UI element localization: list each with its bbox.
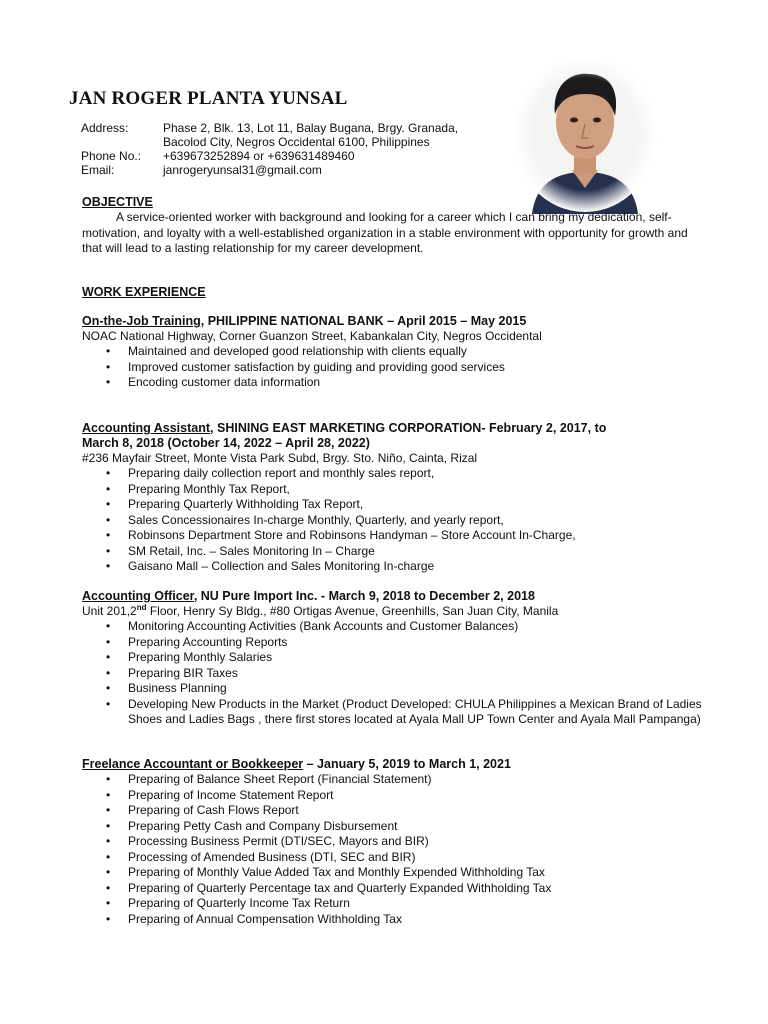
list-item: • Processing of Amended Business (DTI, SEC and BIR): [106, 849, 416, 864]
list-item: • Monitoring Accounting Activities (Bank Accounts and Customer Balances): [106, 619, 519, 633]
list-item: • Improved customer satisfaction by guiding and providing good services: [106, 359, 505, 374]
list-item: • Preparing Quarterly Withholding Tax Report,: [106, 497, 364, 511]
bullet-icon: •: [106, 359, 111, 374]
job-duties: [82, 344, 712, 391]
list-item: • Developing New Products in the Market (Product Developed: CHULA Philippines a Mexican Brand of Ladies Shoes and Ladies Bags , there first stores located at Ayala Mall UP Town Center and Ayala Mall Pampanga): [106, 696, 702, 726]
job-title: On-the-Job Training: [82, 314, 201, 328]
bullet-icon: •: [106, 865, 111, 879]
bullet-icon: •: [106, 665, 111, 680]
list-item: • Preparing Petty Cash and Company Disbursement: [106, 818, 398, 833]
job-employer-dates: – January 5, 2019 to March 1, 2021: [303, 757, 511, 771]
bullet-icon: •: [106, 619, 111, 633]
bullet-icon: •: [106, 634, 111, 649]
bullet-icon: •: [106, 466, 111, 480]
phone-value: +639673252894 or +639631489460: [163, 149, 355, 163]
bullet-icon: •: [106, 481, 111, 496]
list-item: • Preparing of Quarterly Income Tax Return: [106, 896, 350, 910]
bullet-icon: •: [106, 787, 111, 802]
list-item: • Preparing of Quarterly Percentage tax and Quarterly Expanded Withholding Tax: [106, 880, 552, 895]
job-employer-dates: , NU Pure Import Inc. - March 9, 2018 to December 2, 2018: [193, 589, 535, 603]
list-item: • Preparing of Income Statement Report: [106, 787, 334, 802]
job-entry: [82, 314, 712, 391]
contact-info: [81, 121, 493, 177]
phone-label: Phone No.:: [81, 149, 142, 163]
list-item: • Gaisano Mall – Collection and Sales Monitoring In-charge: [106, 559, 435, 573]
list-item: • Encoding customer data information: [106, 375, 321, 389]
job-title: Accounting Assistant: [82, 421, 211, 435]
job-heading: [82, 757, 712, 772]
list-item: • Preparing BIR Taxes: [106, 665, 238, 680]
list-item: • Preparing of Cash Flows Report: [106, 803, 299, 817]
applicant-name: JAN ROGER PLANTA YUNSAL: [69, 88, 348, 109]
bullet-icon: •: [106, 681, 111, 695]
list-item: • Sales Concessionaires In-charge Monthly, Quarterly, and yearly report,: [106, 512, 504, 527]
job-title: Accounting Officer: [82, 589, 194, 603]
work-experience-heading: WORK EXPERIENCE: [82, 285, 206, 299]
bullet-icon: •: [106, 650, 111, 664]
address-label: Address:: [81, 121, 129, 135]
job-employer-dates: , SHINING EAST MARKETING CORPORATION- February 2, 2017, to March 8, 2018 (October 14, 2022 – April 28, 2022): [82, 421, 607, 450]
objective-heading: OBJECTIVE: [82, 195, 153, 209]
address-line-1: Phase 2, Blk. 13, Lot 11, Balay Bugana, Brgy. Granada,: [163, 121, 459, 135]
bullet-icon: •: [106, 772, 111, 786]
bullet-icon: •: [106, 849, 111, 864]
email-value: janrogeryunsal31@gmail.com: [163, 163, 322, 177]
job-duties: [82, 772, 712, 927]
bullet-icon: •: [106, 803, 111, 817]
address-line-2: Bacolod City, Negros Occidental 6100, Philippines: [163, 135, 430, 149]
job-entry: [82, 589, 712, 728]
job-address: #236 Mayfair Street, Monte Vista Park Subd, Brgy. Sto. Niño, Cainta, Rizal: [82, 451, 478, 465]
list-item: • Preparing of Monthly Value Added Tax and Monthly Expended Withholding Tax: [106, 865, 545, 879]
list-item: • Business Planning: [106, 681, 227, 695]
bullet-icon: •: [106, 344, 111, 358]
list-item: • Preparing Accounting Reports: [106, 634, 288, 649]
job-entry: [82, 757, 712, 927]
job-heading: [82, 421, 642, 451]
list-item: • Preparing daily collection report and monthly sales report,: [106, 466, 435, 480]
bullet-icon: •: [106, 512, 111, 527]
job-duties: [82, 466, 712, 575]
list-item: • SM Retail, Inc. – Sales Monitoring In – Charge: [106, 543, 375, 558]
bullet-icon: •: [106, 880, 111, 895]
list-item: • Preparing Monthly Tax Report,: [106, 481, 290, 496]
bullet-icon: •: [106, 375, 111, 389]
objective-text: A service-oriented worker with background and looking for a career which I can bring my dedication, self-motivation, and loyalty with a well-established organization in a stable environment with opportunity for growth and that will lead to a lasting relationship for my career development.: [82, 210, 688, 255]
profile-photo: [510, 54, 660, 214]
job-heading: [82, 314, 712, 329]
list-item: • Robinsons Department Store and Robinsons Handyman – Store Account In-Charge,: [106, 528, 576, 542]
list-item: • Preparing of Balance Sheet Report (Financial Statement): [106, 772, 432, 786]
job-title: Freelance Accountant or Bookkeeper: [82, 757, 304, 771]
list-item: • Preparing of Annual Compensation Withholding Tax: [106, 911, 402, 926]
bullet-icon: •: [106, 559, 111, 573]
job-duties: [82, 619, 712, 728]
job-heading: [82, 589, 712, 604]
bullet-icon: •: [106, 528, 111, 542]
bullet-icon: •: [106, 911, 111, 926]
email-label: Email:: [81, 163, 115, 177]
bullet-icon: •: [106, 818, 111, 833]
bullet-icon: •: [106, 543, 111, 558]
job-address: Unit 201,2nd Floor, Henry Sy Bldg., #80 Ortigas Avenue, Greenhills, San Juan City, Manila: [82, 603, 559, 618]
list-item: • Preparing Monthly Salaries: [106, 650, 273, 664]
list-item: • Maintained and developed good relationship with clients equally: [106, 344, 467, 358]
job-address: NOAC National Highway, Corner Guanzon Street, Kabankalan City, Negros Occidental: [82, 329, 542, 343]
job-entry: [82, 421, 712, 575]
list-item: • Processing Business Permit (DTI/SEC, Mayors and BIR): [106, 834, 429, 848]
job-employer-dates: , PHILIPPINE NATIONAL BANK – April 2015 – May 2015: [200, 314, 527, 328]
bullet-icon: •: [106, 497, 111, 511]
bullet-icon: •: [106, 834, 111, 848]
bullet-icon: •: [106, 696, 111, 711]
bullet-icon: •: [106, 896, 111, 910]
